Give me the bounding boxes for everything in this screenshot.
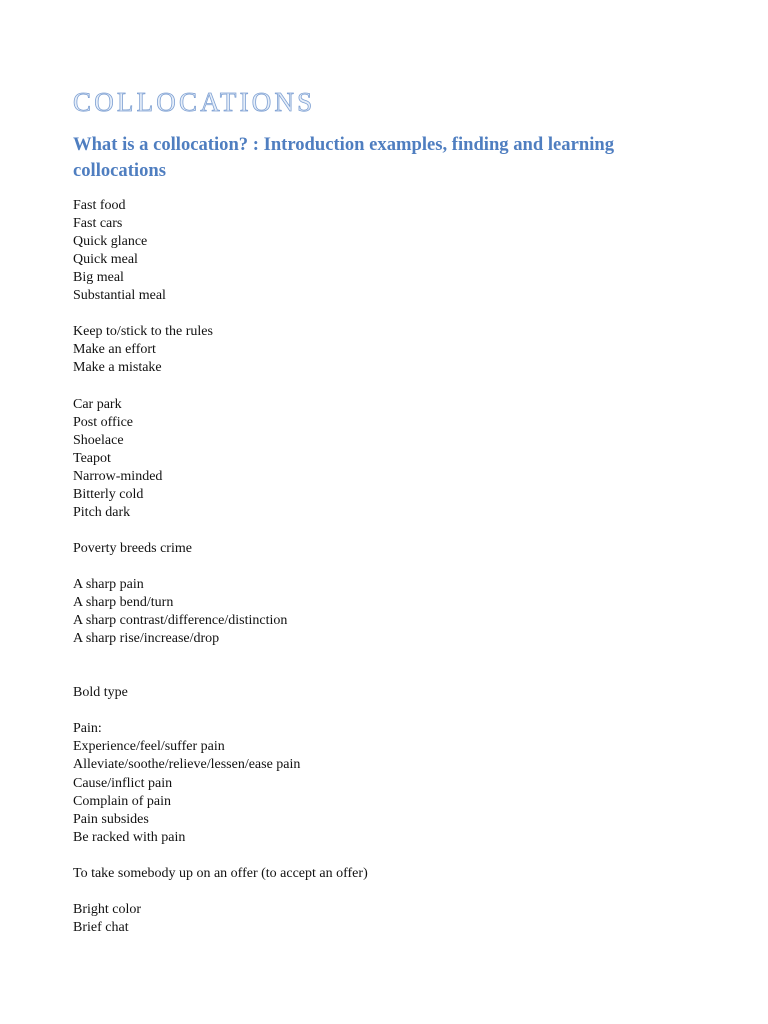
blank-line [73, 305, 368, 323]
text-line: A sharp rise/increase/drop [73, 631, 220, 647]
text-line: Big meal [73, 270, 124, 286]
blank-line [73, 558, 368, 576]
text-line: Fast food [73, 198, 126, 213]
blank-line [73, 666, 368, 684]
text-line: Pain: [73, 721, 102, 737]
blank-line [73, 377, 368, 395]
text-line: Make an effort [73, 342, 156, 358]
text-line: Bold type [73, 685, 128, 701]
blank-line [73, 883, 368, 901]
text-line: A sharp contrast/difference/distinction [73, 613, 288, 629]
text-line: Substantial meal [73, 288, 166, 304]
text-line: Experience/feel/suffer pain [73, 739, 225, 755]
text-line: Bitterly cold [73, 486, 144, 502]
text-line: Cause/inflict pain [73, 775, 173, 791]
section-heading: What is a collocation? : Introduction examples, finding and learning collocations [73, 134, 614, 181]
text-line: A sharp pain [73, 576, 144, 592]
text-line: Poverty breeds crime [73, 540, 192, 556]
text-line: Quick glance [73, 234, 148, 250]
blank-line [73, 648, 368, 666]
text-line: Bright color [73, 901, 142, 917]
collocation-list [73, 197, 368, 937]
text-line: Make a mistake [73, 360, 162, 376]
text-line: Quick meal [73, 252, 138, 268]
blank-line [73, 847, 368, 865]
text-line: Post office [73, 414, 134, 430]
blank-line [73, 702, 368, 720]
text-line: Be racked with pain [73, 829, 186, 845]
text-line: Brief chat [73, 919, 129, 935]
text-line: Fast cars [73, 216, 123, 232]
text-line: Car park [73, 396, 122, 412]
text-line: Alleviate/soothe/relieve/lessen/ease pain [73, 757, 301, 773]
text-line: A sharp bend/turn [73, 595, 174, 611]
text-line: Shoelace [73, 432, 124, 448]
text-line: Narrow-minded [73, 468, 163, 484]
blank-line [73, 522, 368, 540]
text-line: Complain of pain [73, 793, 171, 809]
text-line: Teapot [73, 450, 111, 466]
text-line: Pain subsides [73, 811, 149, 827]
text-line: To take somebody up on an offer (to accept an offer) [73, 865, 368, 881]
text-line: Pitch dark [73, 504, 131, 520]
document-title: COLLOCATIONS [73, 87, 316, 117]
text-line: Keep to/stick to the rules [73, 324, 213, 340]
